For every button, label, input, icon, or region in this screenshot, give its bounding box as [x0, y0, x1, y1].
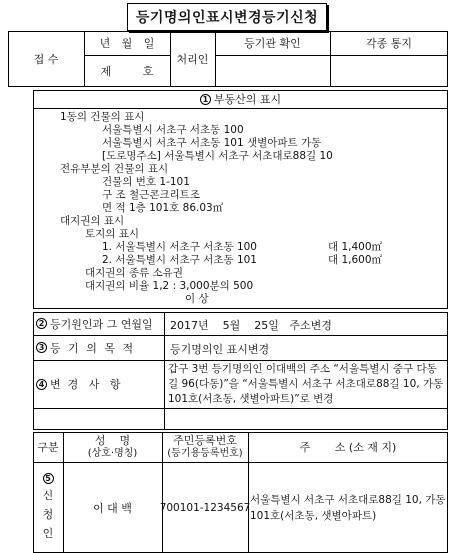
reception-date-label: 년 월 일: [99, 37, 155, 50]
col-name-header: [63, 432, 162, 462]
purpose-label: [33, 335, 164, 360]
col-kind-header: 구분: [37, 441, 59, 454]
circled-number-icon: 1: [200, 94, 211, 105]
property-area: 대 1,400㎡: [328, 241, 383, 253]
property-line: 대지권의 종류 소유권: [85, 267, 183, 279]
kind-char: 청: [42, 507, 54, 521]
property-line: 면 적 1층 101호 86.03㎡: [102, 202, 224, 214]
property-line: 서울특별시 서초구 서초동 101 샛별아파트 가동: [102, 137, 322, 149]
property-line: 이 상: [185, 293, 209, 305]
cause-value: 2017년 5월 25일 주소변경: [170, 319, 332, 332]
property-line: 건물의 번호 1-101: [102, 176, 190, 188]
cause-label: [33, 312, 164, 335]
processor-label: 처리인: [176, 53, 209, 66]
col-name-text: 성 명: [94, 434, 131, 447]
change-value: 갑구 3번 등기명의인 이대백의 주소 “서울특별시 중구 다동길 96(다동)”을 “서울특별시 서초구 서초대로88길 10, 가동 101호(서초동, 샛별아파트)”로 변경: [168, 363, 444, 405]
purpose-label-text: 등 기 의 목 적: [50, 341, 136, 355]
purpose-value: 등기명의인 표시변경: [170, 343, 270, 356]
col-reg-sub: (등기용등록번호): [167, 448, 243, 459]
property-line: 2. 서울특별시 서초구 서초동 101: [102, 254, 257, 266]
kind-char: 인: [42, 526, 54, 540]
applicant-kind: [33, 462, 63, 553]
property-line: 토지의 표시: [85, 228, 140, 240]
circled-number-icon: 3: [36, 342, 47, 353]
applicant-name: 이 대 백: [93, 501, 132, 515]
cause-label-text: 등기원인과 그 연월일: [50, 317, 153, 331]
property-line: 1. 서울특별시 서초구 서초동 100: [102, 241, 257, 253]
circled-number-icon: 4: [36, 379, 47, 390]
reception-number-label: 제 호: [100, 65, 154, 78]
property-line: 대지권의 표시: [60, 215, 125, 227]
property-line: [도로명주소] 서울특별시 서초구 서초대로88길 10: [102, 150, 333, 162]
applicant-address: 서울특별시 서초구 서초대로88길 10, 가동 101호(서초동, 샛별아파트): [250, 493, 446, 522]
col-reg-header: [162, 432, 248, 462]
applicant-reg-no: 700101-1234567: [159, 501, 251, 514]
property-line: 구 조 철근콘크리트조: [102, 189, 200, 201]
col-name-sub: (상호·명칭): [87, 448, 138, 459]
page-title: 등기명의인표시변경등기신청: [127, 3, 327, 31]
kind-char: 신: [42, 488, 54, 502]
change-label-text: 변 경 사 항: [50, 378, 121, 391]
property-heading: [33, 90, 448, 108]
reception-label: 접 수: [33, 53, 59, 66]
col-reg-text: 주민등록번호: [173, 434, 237, 447]
registrar-check-label: 등기관 확인: [244, 37, 301, 50]
property-line: 전유부분의 건물의 표시: [60, 163, 169, 175]
property-line: 서울특별시 서초구 서초동 100: [102, 124, 244, 136]
property-line: 대지권의 비율 1,2 : 3,000분의 500: [85, 280, 254, 292]
col-address-header: 주 소 (소 재 지): [299, 441, 397, 454]
notice-label: 각종 통지: [365, 37, 412, 50]
circled-number-icon: 5: [43, 473, 54, 484]
property-heading-text: 부동산의 표시: [213, 93, 282, 106]
property-line: 1동의 건물의 표시: [60, 111, 145, 123]
circled-number-icon: 2: [36, 318, 47, 329]
change-label: [33, 360, 164, 408]
property-area: 대 1,600㎡: [328, 254, 383, 266]
